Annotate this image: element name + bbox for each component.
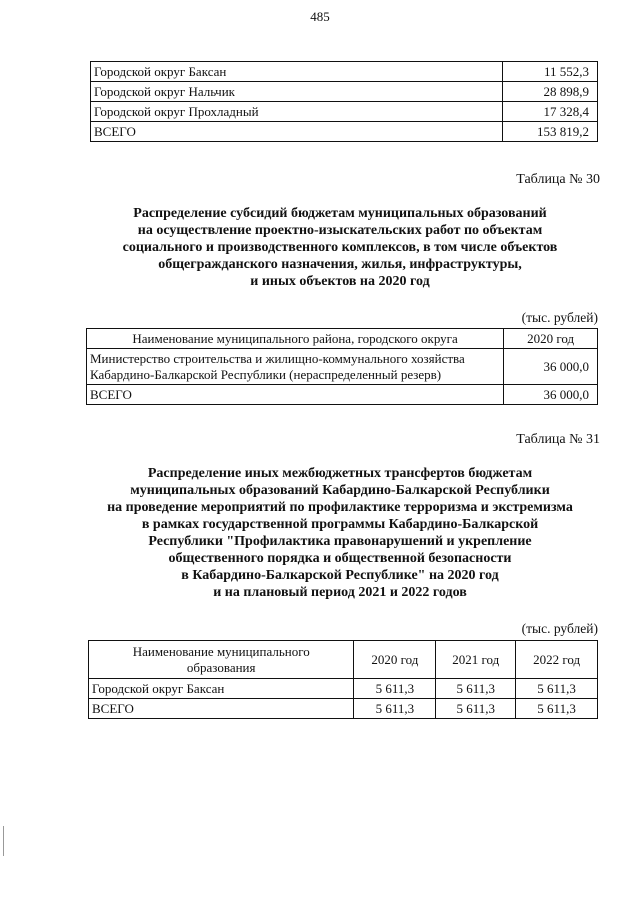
title-line: и иных объектов на 2020 год [250,274,430,289]
title-line: общественного порядка и общественной безопасности [168,551,512,566]
table31-unit: (тыс. рублей) [521,621,598,636]
row-name: ВСЕГО [87,385,504,405]
table30 [86,328,598,405]
table30-title [60,205,620,290]
title-line: Распределение иных межбюджетных трансфертов бюджетам [147,466,533,481]
row-name: ВСЕГО [89,699,354,719]
row-name: Городской округ Баксан [91,62,503,82]
title-line: общегражданского назначения, жилья, инфраструктуры, [158,257,522,272]
table-header [87,329,598,349]
header-year: 2020 год [504,329,598,349]
row-name [87,349,504,385]
top-table [90,61,598,142]
row-value: 153 819,2 [503,122,598,142]
title-line: Республики "Профилактика правонарушений и укрепление [148,534,532,549]
row-name-line: Кабардино-Балкарской Республики (нераспределенный резерв) [90,366,442,382]
table31-label: Таблица № 31 [516,432,600,447]
header-2020: 2020 год [354,641,436,679]
table31 [88,640,598,719]
table-row [91,102,598,122]
table31-title [60,465,620,601]
title-line: Распределение субсидий бюджетам муниципальных образований [133,206,547,221]
title-line: на проведение мероприятий по профилактике терроризма и экстремизма [107,500,573,515]
scan-edge-mark [3,826,4,856]
row-value: 17 328,4 [503,102,598,122]
row-value: 36 000,0 [504,349,598,385]
table-row [91,62,598,82]
row-value-2022: 5 611,3 [516,679,598,699]
row-value-2022: 5 611,3 [516,699,598,719]
row-value: 28 898,9 [503,82,598,102]
title-line: в Кабардино-Балкарской Республике" на 2020 год [181,568,499,583]
table-row [87,349,598,385]
row-name: Городской округ Прохладный [91,102,503,122]
row-value-2020: 5 611,3 [354,699,436,719]
row-name: Городской округ Нальчик [91,82,503,102]
header-name-line: Наименование муниципального [132,643,310,659]
table-row [89,679,598,699]
table-row [89,699,598,719]
header-name: Наименование муниципального района, городского округа [87,329,504,349]
row-name: ВСЕГО [91,122,503,142]
table30-unit: (тыс. рублей) [521,310,598,325]
header-2021: 2021 год [436,641,516,679]
row-name-line: Министерство строительства и жилищно-коммунального хозяйства [90,350,465,366]
table30-label: Таблица № 30 [516,172,600,187]
header-name-line: образования [186,659,256,675]
title-line: муниципальных образований Кабардино-Балкарской Республики [130,483,550,498]
table-header [89,641,598,679]
row-value-2021: 5 611,3 [436,679,516,699]
header-2022: 2022 год [516,641,598,679]
table-row [87,385,598,405]
row-name: Городской округ Баксан [89,679,354,699]
row-value: 11 552,3 [503,62,598,82]
title-line: социального и производственного комплексов, в том числе объектов [122,240,558,255]
title-line: и на плановый период 2021 и 2022 годов [213,585,467,600]
row-value-2021: 5 611,3 [436,699,516,719]
table-row [91,122,598,142]
header-name [89,641,354,679]
page-number: 485 [310,9,330,24]
row-value-2020: 5 611,3 [354,679,436,699]
title-line: в рамках государственной программы Кабардино-Балкарской [141,517,539,532]
table-row [91,82,598,102]
row-value: 36 000,0 [504,385,598,405]
title-line: на осуществление проектно-изыскательских работ по объектам [137,223,543,238]
